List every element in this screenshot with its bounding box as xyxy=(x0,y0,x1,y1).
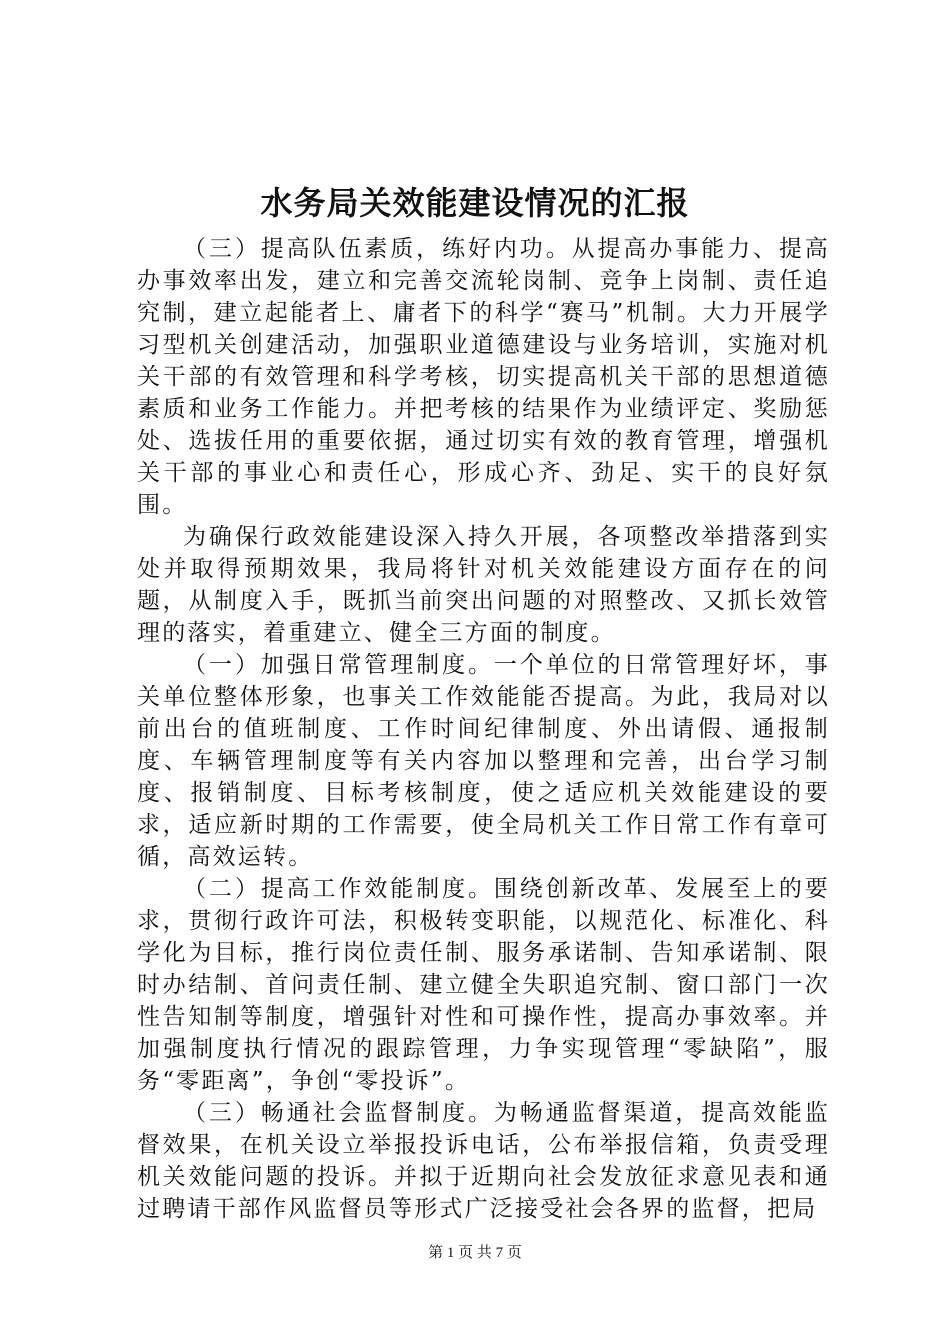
paragraph: （二）提高工作效能制度。围绕创新改革、发展至上的要求，贯彻行政许可法，积极转变职能，以规范化、标准化、科学化为目标，推行岗位责任制、服务承诺制、告知承诺制、限时办结制、首问责任制、建立健全失职追究制、窗口部门一次性告知制等制度，增强针对性和可操作性，提高办事效率。并加强制度执行情况的跟踪管理，力争实现管理“零缺陷”，服务“零距离”，争创“零投诉”。 xyxy=(137,876,830,1094)
paragraph: 为确保行政效能建设深入持久开展，各项整改举措落到实处并取得预期效果，我局将针对机关效能建设方面存在的问题，从制度入手，既抓当前突出问题的对照整改、又抓长效管理的落实，着重建立、健全三方面的制度。 xyxy=(137,524,830,646)
paragraph: （三）畅通社会监督制度。为畅通监督渠道，提高效能监督效果，在机关设立举报投诉电话，公布举报信箱，负责受理机关效能问题的投诉。并拟于近期向社会发放征求意见表和通过聘请干部作风监督员等形式广泛接受社会各界的监督，把局 xyxy=(137,1100,830,1222)
paragraph: （三）提高队伍素质，练好内功。从提高办事能力、提高办事效率出发，建立和完善交流轮岗制、竞争上岗制、责任追究制，建立起能者上、庸者下的科学“赛马”机制。大力开展学习型机关创建活动，加强职业道德建设与业务培训，实施对机关干部的有效管理和科学考核，切实提高机关干部的思想道德素质和业务工作能力。并把考核的结果作为业绩评定、奖励惩处、选拔任用的重要依据，通过切实有效的教育管理，增强机关干部的事业心和责任心，形成心齐、劲足、实干的良好氛围。 xyxy=(137,236,830,518)
document-title: 水务局关效能建设情况的汇报 xyxy=(260,184,690,222)
page-footer: 第 1 页 共 7 页 xyxy=(428,1245,522,1261)
document-body xyxy=(137,233,830,1225)
paragraph: （一）加强日常管理制度。一个单位的日常管理好坏，事关单位整体形象，也事关工作效能能否提高。为此，我局对以前出台的值班制度、工作时间纪律制度、外出请假、通报制度、车辆管理制度等有关内容加以整理和完善，出台学习制度、报销制度、目标考核制度，使之适应机关效能建设的要求，适应新时期的工作需要，使全局机关工作日常工作有章可循，高效运转。 xyxy=(137,652,830,870)
